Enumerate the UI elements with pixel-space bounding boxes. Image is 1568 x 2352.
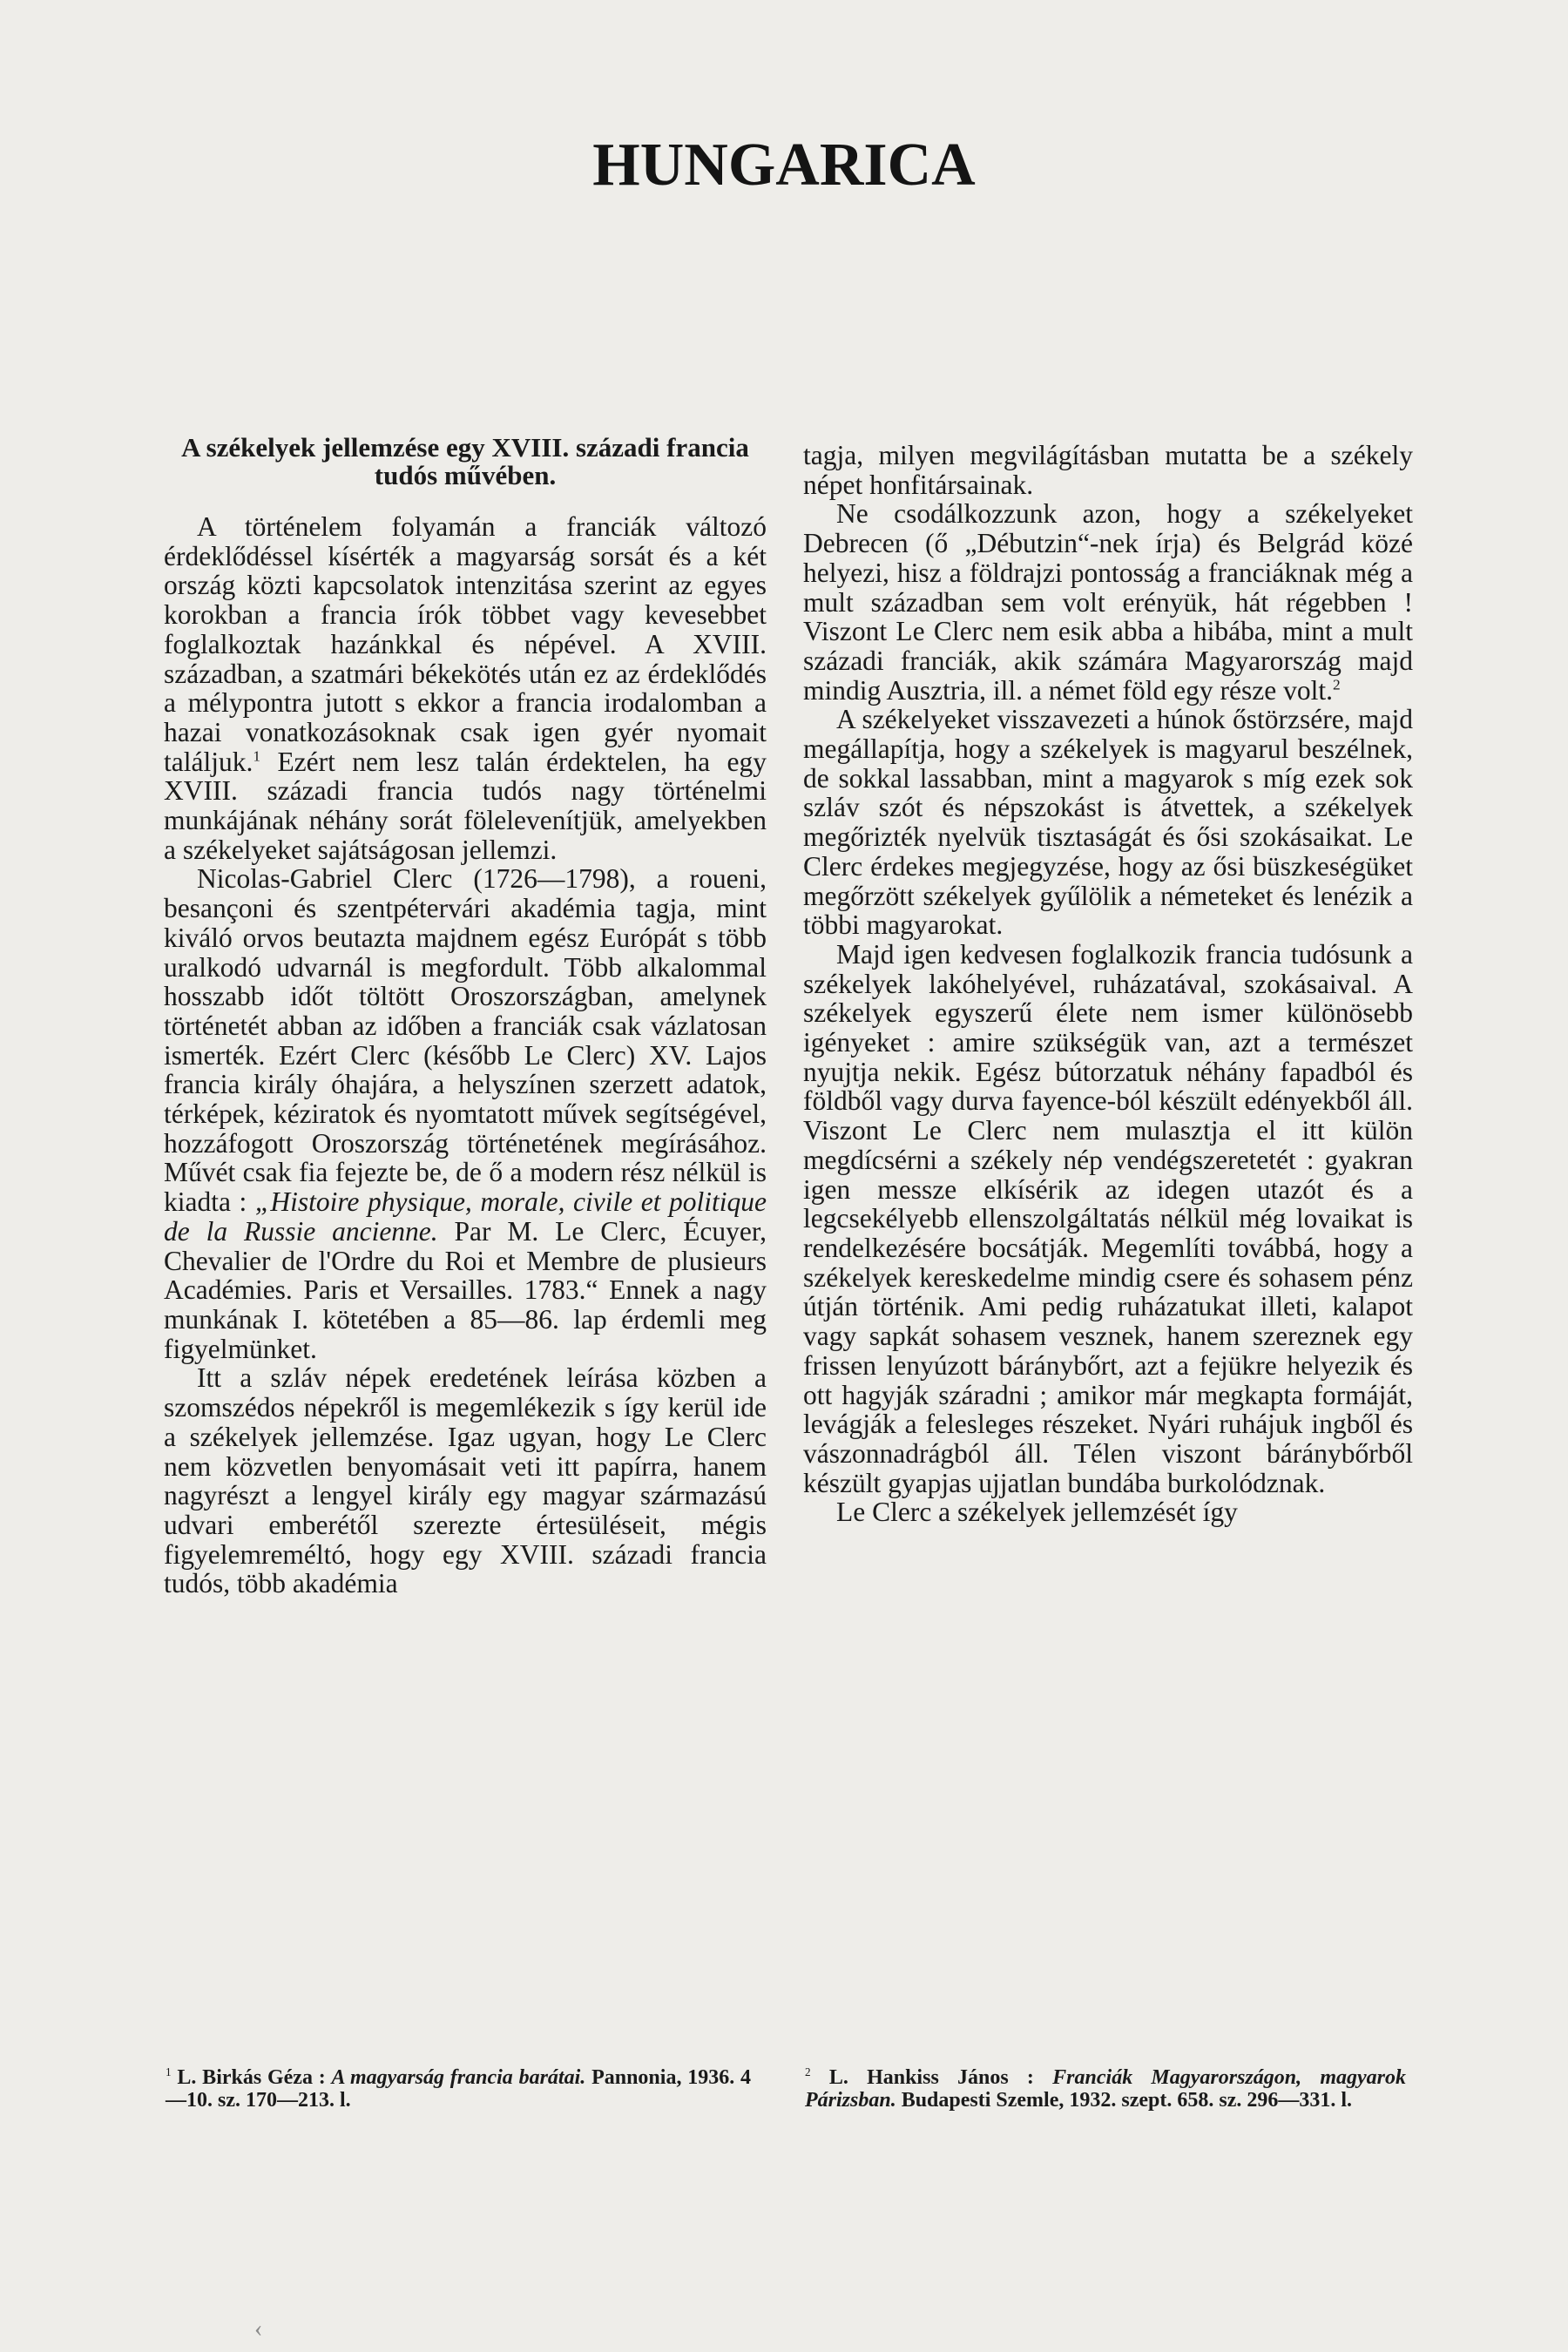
running-header: HUNGARICA (592, 132, 976, 199)
paragraph: Majd igen kedvesen foglalkozik francia tudósunk a székelyek lakóhelyével, ruházatával, szokásaival. A székelyek egyszerű élete nem ismer különösebb igényeket : amire szükségük van, azt a természet nyujtja nekik. Egész bútorzatuk néhány fapadból és földből vagy durva fayence-ból készült edényekből áll. Viszont Le Clerc nem mulasztja el itt külön megdícsérni a székely nép vendégszeretetét : gyakran igen messze elkísérik az idegen utazót és a legcsekélyebb ellenszolgáltatás nélkül még lovaikat is rendelkezésére bocsátják. Megemlíti továbbá, hogy a székelyek kereskedelme mindig csere és sohasem pénz útján történik. Ami pedig ruházatukat illeti, kalapot vagy sapkát sohasem vesznek, hanem szereznek egy frissen lenyúzott báránybőrt, azt a fejükre helyezik és ott hagyják száradni ; amikor már megkapta formáját, levágják a felesleges részeket. Nyári ruhájuk ingből és vászonnadrágból áll. Télen viszont báránybőrből készült gyapjas ujjatlan bundába burkolódznak. (803, 938, 1413, 1498)
footnote-author: L. Birkás Géza : (177, 2066, 326, 2089)
footnote-number: 2 (805, 2065, 811, 2078)
book-title: „Histoire physique, morale, civile et politique de la Russie ancienne. (164, 1186, 767, 1247)
footnote-title: A magyarság francia barátai. (331, 2066, 586, 2089)
right-column (803, 441, 1413, 1527)
footnote-title: Franciák Magyarországon, magyarok Párizsban. (805, 2066, 1407, 2112)
footnote-author: L. Hankiss János : (828, 2066, 1034, 2089)
footnote-ref: 2 (1332, 676, 1341, 693)
paragraph: Le Clerc a székelyek jellemzését így (836, 1497, 1238, 1528)
footnote-rest: Budapesti Szemle, 1932. szept. 658. sz. 296—331. l. (901, 2089, 1353, 2112)
article-title: A székelyek jellemzése egy XVIII. századi francia tudós művében. (181, 432, 749, 490)
footnote-2 (805, 2066, 1406, 2112)
paragraph-text: Ne csodálkozzunk azon, hogy a székelyeket Debrecen (ő „Débutzin“-nek írja) és Belgrád közé helyezi, hisz a földrajzi pontosság a franciáknak még a mult században sem volt erényük, hát régebben ! Viszont Le Clerc nem esik abba a hibába, mint a mult századi franciák, akik számára Magyarország majd mindig Ausztria, ill. a német föld egy része volt. (803, 498, 1413, 706)
paragraph: Itt a szláv népek eredetének leírása közben a szomszédos népekről is megemlékezik s így kerül ide a székelyek jellemzése. Igaz ugyan, hogy Le Clerc nem közvetlen benyomásait veti itt papírra, hanem nagyrészt a lengyel király egy magyar származású udvari emberétől szerezte értesüléseit, mégis figyelemreméltó, hogy egy XVIII. századi francia tudós, több akadémia (164, 1362, 767, 1599)
paragraph-text: Ezért nem lesz talán érdektelen, ha egy XVIII. századi francia tudós nagy történelmi munkájának néhány sorát fölelevenítjük, amelyekben a székelyeket sajátságosan jellemzi. (164, 746, 767, 865)
paragraph (164, 512, 767, 864)
margin-mark: ‹ (254, 2315, 263, 2342)
paragraph (164, 864, 767, 1363)
paragraph-text: Nicolas-Gabriel Clerc (1726—1798), a roueni, besançoni és szentpétervári akadémia tagja, mint kiváló orvos beutazta majdnem egész Európát s több uralkodó udvarnál is megfordult. Több alkalommal hosszabb időt töltött Oroszországban, amelynek történetét abban az időben a franciák csak vázlatosan ismerték. Ezért Clerc (később Le Clerc) XV. Lajos francia király óhajára, a helyszínen szerzett adatok, térképek, kéziratok és nyomtatott művek segítségével, hozzáfogott Oroszország történetének megírásához. Művét csak fia fejezte be, de ő a modern rész nélkül is kiadta : (164, 863, 767, 1218)
paragraph-text: Par M. Le Clerc, Écuyer, Chevalier de l'Ordre du Roi et Membre de plusieurs Académies. Paris et Versailles. 1783.“ Ennek a nagy munkának I. kötetében a 85—86. lap érdemli meg figyelmünket. (164, 1215, 767, 1364)
paragraph: tagja, milyen megvilágításban mutatta be a székely népet honfitársainak. (803, 440, 1413, 500)
paragraph: A székelyeket visszavezeti a húnok őstörzsére, majd megállapítja, hogy a székelyek is magyarul beszélnek, de sokkal lassabban, mint a magyarok s míg ezek sok szláv szót és népszokást is átvettek, a székelyek megőrizték nyelvük tisztaságát és ősi szokásaikat. Le Clerc érdekes megjegyzése, hogy az ősi büszkeségüket megőrzött székelyek gyűlölik a németeket és lenézik a többi magyarokat. (803, 704, 1413, 941)
footnote-number: 1 (166, 2065, 172, 2078)
left-column (164, 434, 767, 1598)
paragraph (803, 499, 1413, 705)
footnote-1 (166, 2066, 751, 2112)
paragraph-text: A történelem folyamán a franciák változó érdeklődéssel kísérték a magyarság sorsát és a két ország közti kapcsolatok intenzitása szerint az egyes korokban a francia írók többet vagy kevesebbet foglalkoztak hazánkkal és népével. A XVIII. században, a szatmári békekötés után ez az érdeklődés a mélypontra jutott s ekkor a francia irodalomban a hazai vonatkozásoknak csak igen gyér nyomait találjuk. (164, 511, 767, 777)
footnote-ref: 1 (253, 747, 261, 765)
footnote-rest: Pannonia, 1936. 4—10. sz. 170—213. l. (166, 2066, 752, 2112)
